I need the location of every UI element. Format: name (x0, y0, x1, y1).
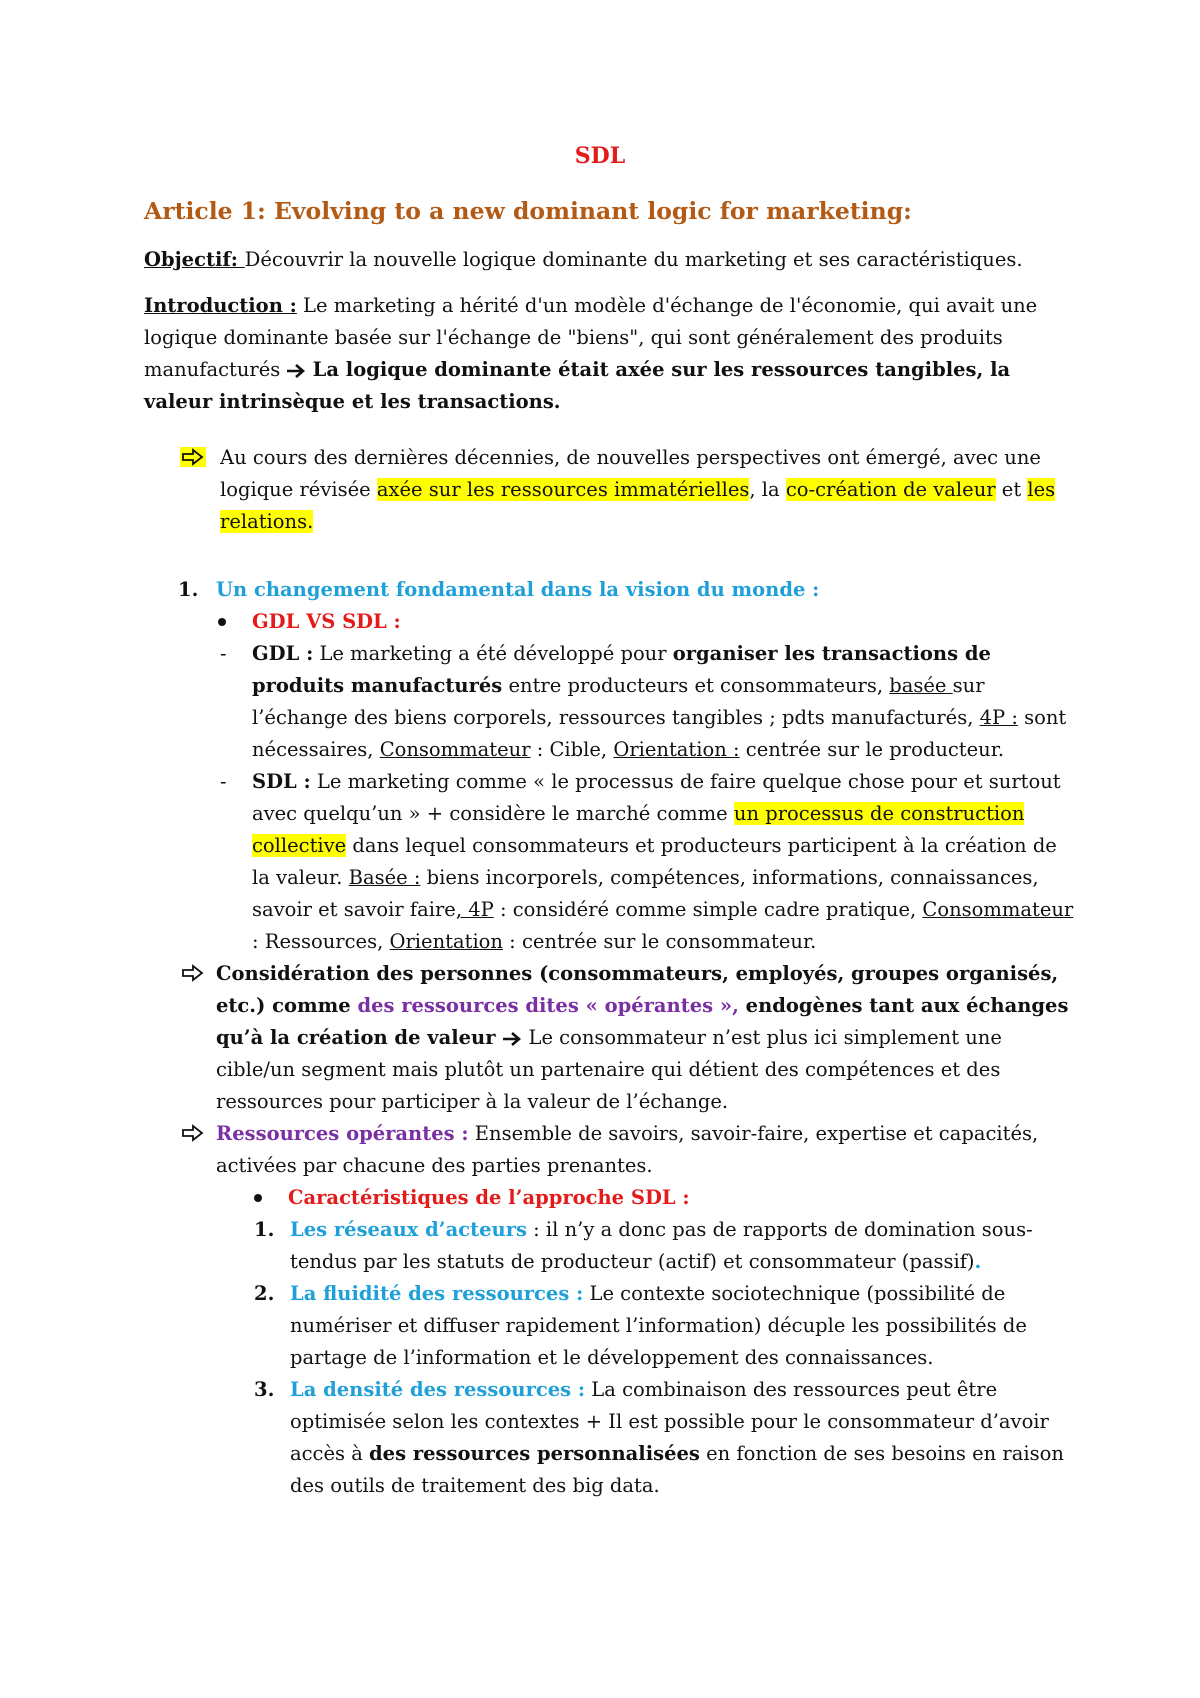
caracteristique-item (144, 1214, 1080, 1278)
item-end: . (974, 1250, 982, 1273)
objectif-label: Objectif: (144, 248, 245, 271)
gdl-underline: basée (889, 674, 953, 697)
item-text: en fonction de ses besoins en raison des outils de traitement des big data. (290, 1442, 1064, 1497)
section-1-heading (144, 574, 1080, 606)
consideration-bold: endogènes tant aux échanges qu’à la création de valeur (216, 994, 1069, 1049)
introduction-paragraph (144, 290, 1080, 418)
caracteristiques-bullet (144, 1182, 1080, 1214)
consideration-text: Le consommateur n’est plus ici simplement une cible/un segment mais plutôt un partenaire qui détient des compétences et des ressources pour participer à la valeur de l’échange. (216, 1026, 1002, 1113)
outline-arrow-icon (180, 958, 206, 993)
caracteristiques-heading: Caractéristiques de l’approche SDL : (288, 1186, 690, 1209)
item-text: Le contexte sociotechnique (possibilité de numériser et diffuser rapidement l’information) décuple les possibilités de partage de l’information et le développement des connaissances. (290, 1282, 1027, 1369)
gdl-underline: Orientation : (613, 738, 740, 761)
gdl-text: centrée sur le producteur. (739, 738, 1005, 761)
sdl-item (144, 766, 1080, 958)
ressources-item (144, 1118, 1080, 1182)
perspective-text-3: et (995, 478, 1028, 501)
outline-arrow-icon (180, 442, 218, 477)
sdl-label: SDL : (252, 770, 311, 793)
gdl-underline: Consommateur (379, 738, 531, 761)
perspective-highlight-3: les relations. (220, 478, 1056, 533)
gdl-text: : Cible, (530, 738, 614, 761)
sdl-underline: Orientation (389, 930, 503, 953)
document-title: SDL (574, 143, 626, 169)
objectif-text: Découvrir la nouvelle logique dominante du marketing et ses caractéristiques. (244, 248, 1023, 271)
bullet-dot-icon (254, 1194, 262, 1202)
gdl-vs-sdl-bullet (144, 606, 1080, 638)
gdl-label: GDL : (252, 642, 314, 665)
gdl-text: entre producteurs et consommateurs, (502, 674, 890, 697)
perspective-text-1: Au cours des dernières décennies, de nouvelles perspectives ont émergé, avec une logique révisée (220, 446, 1041, 501)
introduction-conclusion: La logique dominante était axée sur les ressources tangibles, la valeur intrinsèque et les transactions. (144, 358, 1011, 413)
sdl-text: : considéré comme simple cadre pratique, (493, 898, 923, 921)
gdl-item (144, 638, 1080, 766)
outline-arrow-icon (180, 1118, 206, 1153)
arrow-right-icon (502, 1031, 522, 1047)
bullet-dot-icon (218, 618, 226, 626)
ressources-text: Ensemble de savoirs, savoir-faire, expertise et capacités, activées par chacune des parties prenantes. (216, 1122, 1039, 1177)
sdl-underline: , 4P (455, 898, 494, 921)
article-title: Article 1: Evolving to a new dominant logic for marketing: (144, 197, 912, 225)
gdl-text: sur l’échange des biens corporels, ressources tangibles ; pdts manufacturés, (252, 674, 985, 729)
consideration-purple: des ressources dites « opérantes », (357, 994, 739, 1017)
sdl-highlight: un processus de construction collective (252, 802, 1025, 857)
ressources-label: Ressources opérantes : (216, 1122, 469, 1145)
sdl-text: dans lequel consommateurs et producteurs participent à la création de la valeur. (252, 834, 1057, 889)
item-label: Les réseaux d’acteurs (290, 1218, 527, 1241)
item-label: La fluidité des ressources : (290, 1282, 584, 1305)
item-bold: des ressources personnalisées (369, 1442, 700, 1465)
gdl-text: sont nécessaires, (252, 706, 1067, 761)
sdl-underline: Basée : (348, 866, 421, 889)
dash-marker: - (220, 642, 227, 665)
sdl-text: : centrée sur le consommateur. (502, 930, 817, 953)
consideration-bold: Considération des personnes (consommateurs, employés, groupes organisés, etc.) comme (216, 962, 1059, 1017)
caracteristique-item (144, 1374, 1080, 1502)
gdl-bold: organiser les transactions de produits manufacturés (252, 642, 991, 697)
item-text: : il n’y a donc pas de rapports de domination sous-tendus par les statuts de producteur (actif) et consommateur (passif) (290, 1218, 1033, 1273)
item-number: 1. (254, 1218, 275, 1241)
objectif-paragraph (144, 244, 1080, 276)
item-text: La combinaison des ressources peut être optimisée selon les contextes + Il est possible pour le consommateur d’avoir accès à (290, 1378, 1049, 1465)
section-1-title: Un changement fondamental dans la vision du monde : (216, 578, 820, 601)
gdl-text: Le marketing a été développé pour (313, 642, 673, 665)
item-number: 2. (254, 1282, 275, 1305)
section-number: 1. (178, 578, 199, 601)
sdl-text: : Ressources, (252, 930, 390, 953)
sdl-underline: Consommateur (922, 898, 1074, 921)
perspective-text-2: , la (749, 478, 786, 501)
sdl-text: Le marketing comme « le processus de faire quelque chose pour et surtout avec quelqu’un » + considère le marché comme (252, 770, 1061, 825)
introduction-label: Introduction : (144, 294, 297, 317)
sdl-text: biens incorporels, compétences, informations, connaissances, savoir et savoir faire (252, 866, 1039, 921)
perspective-block (180, 442, 1080, 538)
item-label: La densité des ressources : (290, 1378, 586, 1401)
consideration-item (144, 958, 1080, 1118)
gdl-underline: 4P : (979, 706, 1018, 729)
caracteristique-item (144, 1278, 1080, 1374)
arrow-right-icon (286, 363, 306, 379)
perspective-highlight-1: axée sur les ressources immatérielles (376, 478, 750, 501)
gdl-vs-sdl-label: GDL VS SDL : (252, 610, 401, 633)
introduction-text: Le marketing a hérité d'un modèle d'échange de l'économie, qui avait une logique dominante basée sur l'échange de "biens", qui sont généralement des produits manufacturés (144, 294, 1038, 381)
dash-marker: - (220, 770, 227, 793)
perspective-highlight-2: co-création de valeur (785, 478, 996, 501)
item-number: 3. (254, 1378, 275, 1401)
